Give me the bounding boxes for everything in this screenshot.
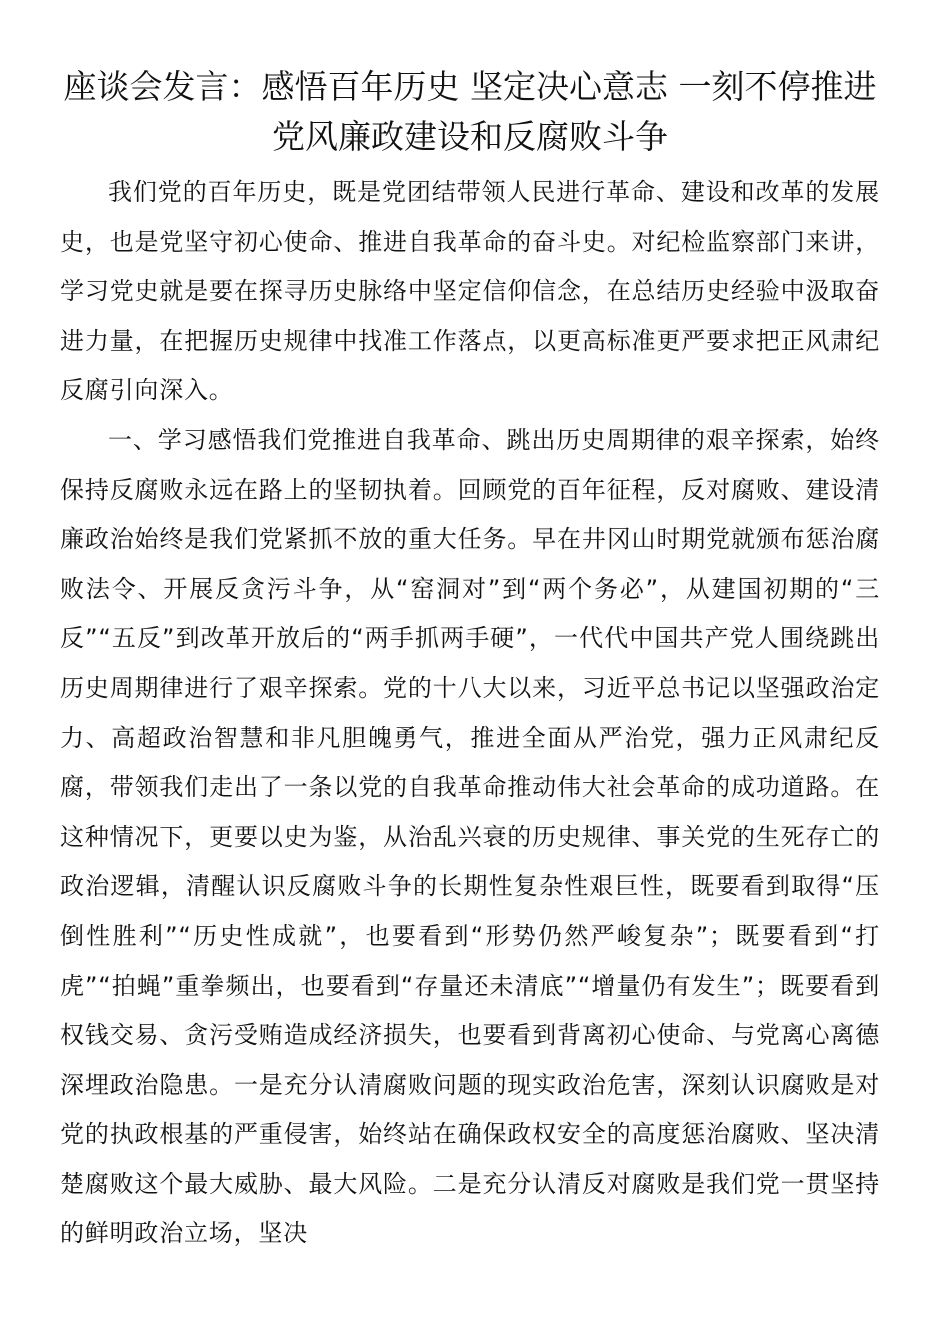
document-body <box>60 168 880 1259</box>
document-title: 座谈会发言：感悟百年历史 坚定决心意志 一刻不停推进党风廉政建设和反腐败斗争 <box>63 67 877 156</box>
paragraph-intro: 我们党的百年历史，既是党团结带领人民进行革命、建设和改革的发展史，也是党坚守初心使命、推进自我革命的奋斗史。对纪检监察部门来讲，学习党史就是要在探寻历史脉络中坚定信仰信念，在总结历史经验中汲取奋进力量，在把握历史规律中找准工作落点，以更高标准更严要求把正风肃纪反腐引向深入。 <box>60 178 880 405</box>
paragraph-section-one: 一、学习感悟我们党推进自我革命、跳出历史周期律的艰辛探索，始终保持反腐败永远在路上的坚韧执着。回顾党的百年征程，反对腐败、建设清廉政治始终是我们党紧抓不放的重大任务。早在井冈山时期党就颁布惩治腐败法令、开展反贪污斗争，从“窑洞对”到“两个务必”，从建国初期的“三反”“五反”到改革开放后的“两手抓两手硬”，一代代中国共产党人围绕跳出历史周期律进行了艰辛探索。党的十八大以来，习近平总书记以坚强政治定力、高超政治智慧和非凡胆魄勇气，推进全面从严治党，强力正风肃纪反腐，带领我们走出了一条以党的自我革命推动伟大社会革命的成功道路。在这种情况下，更要以史为鉴，从治乱兴衰的历史规律、事关党的生死存亡的政治逻辑，清醒认识反腐败斗争的长期性复杂性艰巨性，既要看到取得“压倒性胜利”“历史性成就”，也要看到“形势仍然严峻复杂”；既要看到“打虎”“拍蝇”重拳频出，也要看到“存量还未清底”“增量仍有发生”；既要看到权钱交易、贪污受贿造成经济损失，也要看到背离初心使命、与党离心离德深埋政治隐患。一是充分认清腐败问题的现实政治危害，深刻认识腐败是对党的执政根基的严重侵害，始终站在确保政权安全的高度惩治腐败、坚决清楚腐败这个最大威胁、最大风险。二是充分认清反对腐败是我们党一贯坚持的鲜明政治立场，坚决 <box>60 425 880 1248</box>
